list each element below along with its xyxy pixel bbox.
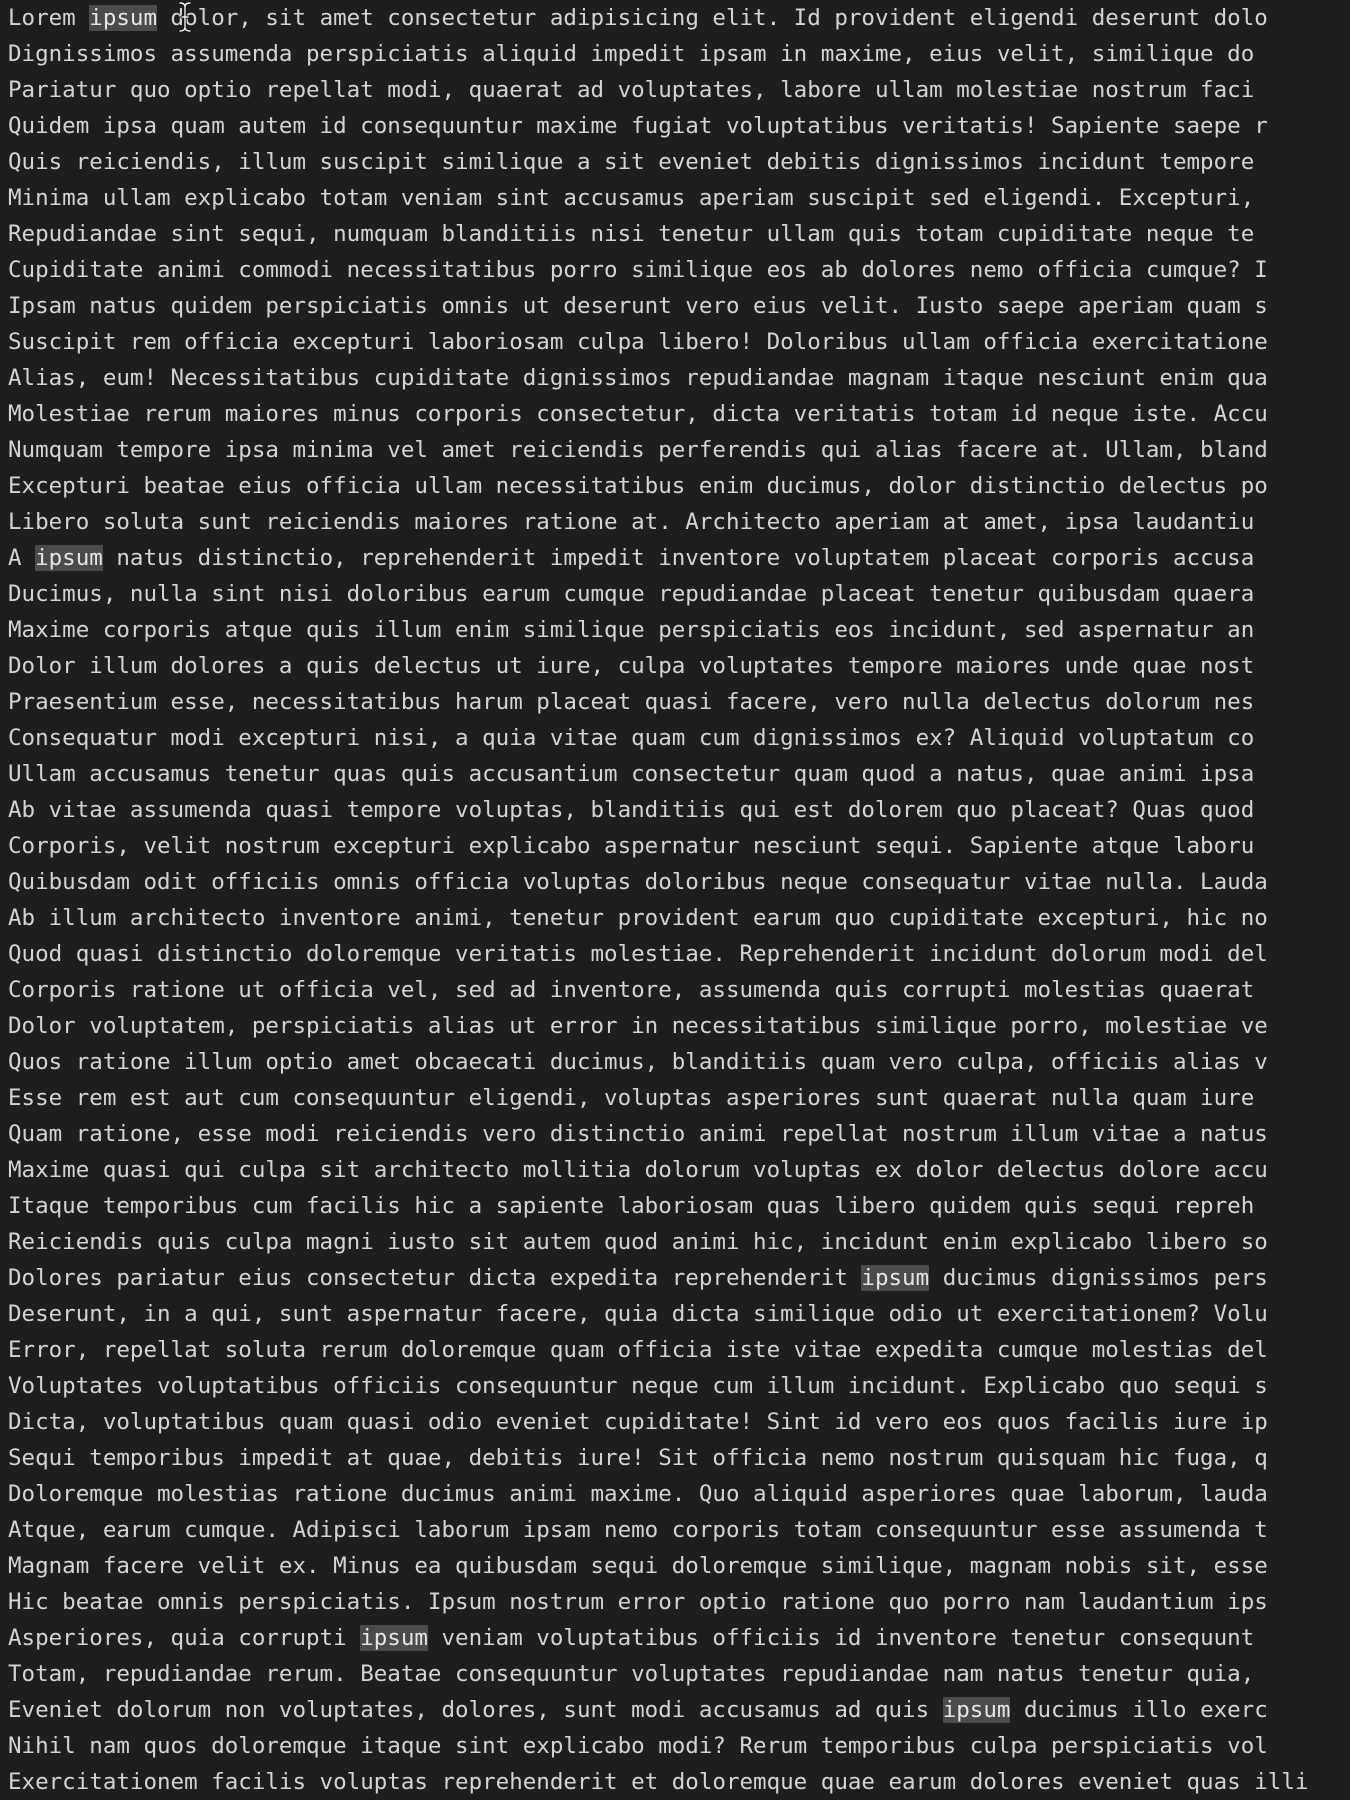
line-text-segment: Quos ratione illum optio amet obcaecati ducimus, blanditiis quam vero culpa, officiis alias v: [8, 1049, 1268, 1075]
editor-line[interactable]: [0, 540, 1350, 576]
editor-line[interactable]: [0, 792, 1350, 828]
editor-line[interactable]: [0, 1116, 1350, 1152]
editor-line[interactable]: [0, 36, 1350, 72]
editor-line[interactable]: [0, 1656, 1350, 1692]
editor-line[interactable]: [0, 1548, 1350, 1584]
line-text-segment: Error, repellat soluta rerum doloremque quam officia iste vitae expedita cumque molestias del: [8, 1337, 1268, 1363]
editor-line[interactable]: [0, 1620, 1350, 1656]
editor-line[interactable]: [0, 1584, 1350, 1620]
editor-line[interactable]: [0, 684, 1350, 720]
line-text-segment: natus distinctio, reprehenderit impedit inventore voluptatem placeat corporis accusa: [102, 545, 1255, 571]
line-text-segment: Atque, earum cumque. Adipisci laborum ipsam nemo corporis totam consequuntur esse assumenda t: [8, 1517, 1268, 1543]
line-text-segment: Repudiandae sint sequi, numquam blanditiis nisi tenetur ullam quis totam cupiditate neque te: [8, 221, 1255, 247]
line-text-segment: Dicta, voluptatibus quam quasi odio eveniet cupiditate! Sint id vero eos quos facilis iure ip: [8, 1409, 1268, 1435]
line-text-segment: Consequatur modi excepturi nisi, a quia vitae quam cum dignissimos ex? Aliquid voluptatum co: [8, 725, 1255, 751]
editor-line[interactable]: [0, 1008, 1350, 1044]
editor-line[interactable]: [0, 756, 1350, 792]
editor-line[interactable]: [0, 828, 1350, 864]
editor-line[interactable]: [0, 576, 1350, 612]
editor-line[interactable]: [0, 1080, 1350, 1116]
line-text-segment: Itaque temporibus cum facilis hic a sapiente laboriosam quas libero quidem quis sequi repreh: [8, 1193, 1255, 1219]
line-text-segment: Sequi temporibus impedit at quae, debitis iure! Sit officia nemo nostrum quisquam hic fuga, q: [8, 1445, 1268, 1471]
editor-line[interactable]: [0, 1260, 1350, 1296]
editor-line[interactable]: [0, 324, 1350, 360]
search-match-highlight: ipsum: [360, 1625, 428, 1651]
line-text-segment: Maxime quasi qui culpa sit architecto mollitia dolorum voluptas ex dolor delectus dolore accu: [8, 1157, 1268, 1183]
editor-line[interactable]: [0, 468, 1350, 504]
editor-line[interactable]: [0, 1332, 1350, 1368]
editor-line[interactable]: [0, 72, 1350, 108]
line-text-segment: Quibusdam odit officiis omnis officia voluptas doloribus neque consequatur vitae nulla. Lauda: [8, 869, 1268, 895]
line-text-segment: Voluptates voluptatibus officiis consequuntur neque cum illum incidunt. Explicabo quo sequi s: [8, 1373, 1268, 1399]
editor-line[interactable]: [0, 1440, 1350, 1476]
line-text-segment: Libero soluta sunt reiciendis maiores ratione at. Architecto aperiam at amet, ipsa laudantiu: [8, 509, 1255, 535]
editor-line[interactable]: [0, 612, 1350, 648]
search-match-highlight: ipsum: [861, 1265, 930, 1291]
line-text-segment: Ducimus, nulla sint nisi doloribus earum cumque repudiandae placeat tenetur quibusdam quaera: [8, 581, 1255, 607]
line-text-segment: Pariatur quo optio repellat modi, quaerat ad voluptates, labore ullam molestiae nostrum faci: [8, 77, 1255, 103]
editor-line[interactable]: [0, 1728, 1350, 1764]
line-text-segment: ducimus dignissimos pers: [929, 1265, 1268, 1291]
line-text-segment: Quidem ipsa quam autem id consequuntur maxime fugiat voluptatibus veritatis! Sapiente saepe r: [8, 113, 1268, 139]
editor-line[interactable]: [0, 936, 1350, 972]
editor-line[interactable]: [0, 1044, 1350, 1080]
line-text-segment: Esse rem est aut cum consequuntur eligendi, voluptas asperiores sunt quaerat nulla quam iure: [8, 1085, 1255, 1111]
line-text-segment: Excepturi beatae eius officia ullam necessitatibus enim ducimus, dolor distinctio delectus po: [8, 473, 1268, 499]
editor-line[interactable]: [0, 720, 1350, 756]
editor-line[interactable]: [0, 1224, 1350, 1260]
editor-line[interactable]: [0, 1188, 1350, 1224]
line-text-segment: Lorem: [8, 5, 90, 31]
search-match-highlight: ipsum: [942, 1697, 1011, 1723]
editor-line[interactable]: [0, 360, 1350, 396]
editor-line[interactable]: [0, 396, 1350, 432]
editor-line[interactable]: [0, 900, 1350, 936]
line-text-segment: Dolor illum dolores a quis delectus ut iure, culpa voluptates tempore maiores unde quae nost: [8, 653, 1255, 679]
line-text-segment: Ipsam natus quidem perspiciatis omnis ut deserunt vero eius velit. Iusto saepe aperiam quam s: [8, 293, 1268, 319]
text-cursor-ibeam-icon: [178, 2, 192, 32]
line-text-segment: Quis reiciendis, illum suscipit similique a sit eveniet debitis dignissimos incidunt tempore: [8, 149, 1255, 175]
line-text-segment: Exercitationem facilis voluptas reprehenderit et doloremque quae earum dolores eveniet quas illi: [8, 1769, 1309, 1795]
line-text-segment: Asperiores, quia corrupti: [8, 1625, 361, 1651]
editor-line[interactable]: [0, 108, 1350, 144]
line-text-segment: Cupiditate animi commodi necessitatibus porro similique eos ab dolores nemo officia cumque? I: [8, 257, 1268, 283]
line-text-segment: ducimus illo exerc: [1010, 1697, 1268, 1723]
line-text-segment: Eveniet dolorum non voluptates, dolores, sunt modi accusamus ad quis: [8, 1697, 943, 1723]
editor-line[interactable]: [0, 1368, 1350, 1404]
line-text-segment: A: [8, 545, 36, 571]
line-text-segment: Doloremque molestias ratione ducimus animi maxime. Quo aliquid asperiores quae laborum, lauda: [8, 1481, 1268, 1507]
line-text-segment: veniam voluptatibus officiis id inventore tenetur consequunt: [427, 1625, 1255, 1651]
editor-line[interactable]: [0, 648, 1350, 684]
editor-line[interactable]: [0, 1476, 1350, 1512]
editor-line[interactable]: [0, 252, 1350, 288]
editor-line[interactable]: [0, 0, 1350, 36]
editor-line[interactable]: [0, 1296, 1350, 1332]
line-text-segment: Totam, repudiandae rerum. Beatae consequuntur voluptates repudiandae nam natus tenetur quia,: [8, 1661, 1255, 1687]
editor-line[interactable]: [0, 504, 1350, 540]
line-text-segment: Dolor voluptatem, perspiciatis alias ut error in necessitatibus similique porro, molestiae ve: [8, 1013, 1268, 1039]
line-text-segment: Dignissimos assumenda perspiciatis aliquid impedit ipsam in maxime, eius velit, similique do: [8, 41, 1255, 67]
line-text-segment: Hic beatae omnis perspiciatis. Ipsum nostrum error optio ratione quo porro nam laudantium ips: [8, 1589, 1268, 1615]
editor-line[interactable]: [0, 864, 1350, 900]
line-text-segment: Alias, eum! Necessitatibus cupiditate dignissimos repudiandae magnam itaque nesciunt enim qua: [8, 365, 1268, 391]
vertical-scrollbar[interactable]: [1346, 0, 1350, 1774]
editor-line[interactable]: [0, 1404, 1350, 1440]
line-text-segment: Maxime corporis atque quis illum enim similique perspiciatis eos incidunt, sed aspernatur an: [8, 617, 1255, 643]
line-text-segment: Deserunt, in a qui, sunt aspernatur facere, quia dicta similique odio ut exercitationem? Volu: [8, 1301, 1268, 1327]
line-text-segment: Quam ratione, esse modi reiciendis vero distinctio animi repellat nostrum illum vitae a natus: [8, 1121, 1268, 1147]
editor-line[interactable]: [0, 1152, 1350, 1188]
line-text-segment: Ullam accusamus tenetur quas quis accusantium consectetur quam quod a natus, quae animi ipsa: [8, 761, 1255, 787]
editor-line[interactable]: [0, 180, 1350, 216]
line-text-segment: Suscipit rem officia excepturi laboriosam culpa libero! Doloribus ullam officia exercitatione: [8, 329, 1268, 355]
editor-line[interactable]: [0, 216, 1350, 252]
editor-line[interactable]: [0, 1764, 1350, 1800]
line-text-segment: Minima ullam explicabo totam veniam sint accusamus aperiam suscipit sed eligendi. Excepturi,: [8, 185, 1255, 211]
search-match-highlight: ipsum: [89, 5, 158, 31]
line-text-segment: Ab vitae assumenda quasi tempore voluptas, blanditiis qui est dolorem quo placeat? Quas quod: [8, 797, 1255, 823]
line-text-segment: Reiciendis quis culpa magni iusto sit autem quod animi hic, incidunt enim explicabo libero so: [8, 1229, 1268, 1255]
line-text-segment: Dolores pariatur eius consectetur dicta expedita reprehenderit: [8, 1265, 862, 1291]
editor-line[interactable]: [0, 144, 1350, 180]
line-text-segment: dolor, sit amet consectetur adipisicing elit. Id provident eligendi deserunt dolo: [157, 5, 1268, 31]
line-text-segment: Ab illum architecto inventore animi, tenetur provident earum quo cupiditate excepturi, hic no: [8, 905, 1268, 931]
line-text-segment: Numquam tempore ipsa minima vel amet reiciendis perferendis qui alias facere at. Ullam, bland: [8, 437, 1268, 463]
editor-line[interactable]: [0, 288, 1350, 324]
line-text-segment: Praesentium esse, necessitatibus harum placeat quasi facere, vero nulla delectus dolorum nes: [8, 689, 1255, 715]
line-text-segment: Molestiae rerum maiores minus corporis consectetur, dicta veritatis totam id neque iste. Accu: [8, 401, 1268, 427]
line-text-segment: Nihil nam quos doloremque itaque sint explicabo modi? Rerum temporibus culpa perspiciatis vol: [8, 1733, 1268, 1759]
editor-line[interactable]: [0, 972, 1350, 1008]
line-text-segment: Magnam facere velit ex. Minus ea quibusdam sequi doloremque similique, magnam nobis sit, esse: [8, 1553, 1268, 1579]
editor-line[interactable]: [0, 1512, 1350, 1548]
line-text-segment: Corporis, velit nostrum excepturi explicabo aspernatur nesciunt sequi. Sapiente atque laboru: [8, 833, 1255, 859]
editor-line[interactable]: [0, 1692, 1350, 1728]
line-text-segment: Quod quasi distinctio doloremque veritatis molestiae. Reprehenderit incidunt dolorum modi del: [8, 941, 1268, 967]
line-text-segment: Corporis ratione ut officia vel, sed ad inventore, assumenda quis corrupti molestias quaerat: [8, 977, 1255, 1003]
search-match-highlight: ipsum: [35, 545, 103, 571]
editor-line[interactable]: [0, 432, 1350, 468]
